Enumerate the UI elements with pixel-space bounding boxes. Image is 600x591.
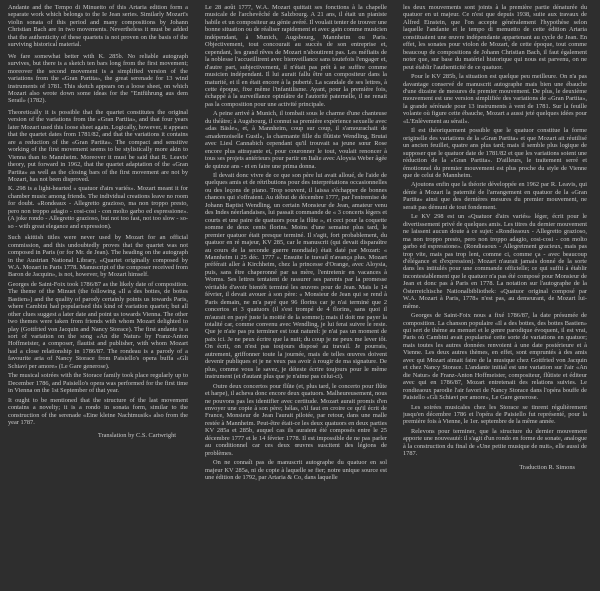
english-paragraph-6: Georges de Saint-Foix took 1786/87 as the likely date of composition. The theme of the Minuet (the following «Il a des bottes, de bottes Bastien») and the quality of parody certainly points us towards Paris, where Cambini had popularised this kind of variation quartet; but all other clues suggest a later date and point us towards Vienna. The other two themes were taken from friends with whom Mozart delighted to play (Gottfried von Jacquin and Nancy Storace). The first andante is a sort of variation on the song «An die Natur» by Franz-Anton Hoffmeister, a composer, flautist and publisher, with whom Mozart had a close relationship in 1786/87. The rondeau is a parody of a favourite aria of Nancy Storace from Paisiello's opera buffa «Gli Schiavi per amore» (Le Gare generose). <box>8 280 188 370</box>
french-translation-credit: Traduction R. Simons <box>519 463 575 471</box>
french1-paragraph-1: Le 28 août 1777, W.A. Mozart quittait ses fonctions à la chapelle musicale de l'archevêché de Salzbourg. A 21 ans, il était un pianiste habile et un compositeur au génie avéré. Il voulait tenter de trouver une bonne situation ou de réaliser rapidement et avec gain comme musicien indépendant, à Munich, Augsbourg, Mannheim ou Paris. Objectivement, tout concourait au succès de son entreprise et, cependant, les grand rêves de Mozart n'aboutirent pas. Les méfiaits de la noblesse l'accueillirent avec bienveillance sans toutefois l'engager et, d'autre part, subjectivement, il n'était pas prêt à se suffire comme musicien indépendant. Il lui aurait fallu être un compositeur dans la maturité, et il en était encore à la puberté. La scandale de ses lettres, à cette époque, fixe même l'infantilisme. Ayant, pour la première fois, échappé à la surveillance opiniâtre de l'autorité paternelle, il ne renait pas la composition pour une activité principale. <box>205 4 387 108</box>
french1-paragraph-4: Outre deux concertos pour flûte (et, plus tard, le concerto pour flûte et harpe), il acheva donc encore deux quatuors. Malheureusement, nous ne pouvons pas les identifier avec certitude. Mozart aurait promis d'en envoyer une copie à son père; hélas, s'il faut en croire ce qu'il écrit de France, Monsieur de Jean l'aurait pilotée, par retour, dans une malle restée à Mannheim. Peut-être était-ce les deux quatuors en deux parties KV 285a et 285b, auquel cas ils auraient été composés entre le 25 décembre 1777 et le 14 février 1778. Il est impossible de ne pas parler au conditionnel car ces deux œuvres suscitent des légions de problèmes. <box>205 382 387 457</box>
french2-paragraph-6: Georges de Saint-Foix nous a fixé 1786/87, la date présumée de composition. La chanson populaire «Il a des bottes, des bottes Bastien» qui sert de thème au menuet et le genre parodique évoquent, il est vrai, Paris où Cambini avait popularisé cette sorte de variations en quatuor; mais toutes les autres données renvoient à une date postérieure et à Vienne. Les deux autres thèmes, en effet, sont empruntés à des amis avec qui Mozart aimait faire de la musique chez Gottfried von Jacquin et chez Nancy Storace. L'andante initial est une variation sur l'air «An die Natur» de Franz-Anton Hoffmeister, compositeur, flûtiste et éditeur avec qui en 1786/87, Mozart entretenait des relations suivies. Le rondieaoux parodie l'air favori de Nancy Storace dans l'opéra bouffe de Paisiello «Gli Schiavi per amore», Le Gare generose. <box>403 312 587 402</box>
french2-paragraph-2: Pour le KV 285b, la situation est quelque peu meilleure. On n'a pas davantage conservé de manuscrit autographe mais bien une ébauche d'une dizaine de mesures du premier mouvement. De plus, le deuxième mouvement est une version simplifiée des variations de «Gran Partita», la grande sérénade pour 13 instruments à vent de 1781. Sur la feuille volante où figure cette ébauche, Mozart a aussi jeté quelques idées pour «L'Enlèvement au sérail». <box>403 73 587 125</box>
english-paragraph-4: K. 298 is a light-hearted « quatuor d'airs variés». Mozart meant it for chamber music among friends. The individual creations leave no room for doubt. «Rondeaux - Allegretto grazioso, ma non troppo presto, pero non troppo adagio - cosi-cosi - con molto garbo ed espressione». (A joke rondo - Allegretto grazioso, but not too fast, not too slow - so-so - with great elegance and expression). <box>8 185 188 230</box>
french1-paragraph-3: Il devait donc vivre de ce que son père lui avait alloué, de l'aide de quelques amis et de rétributions pour des interprétations occasionnelles ou des leçons de piano. Trop souvent, il laissa s'échapper de bonnes chances qui s'offraient. Au début de décembre 1777, par l'entremise de Johann Baptist Wendling, un certain Monsieur de Jean, amateur venu des Indes néerlandaises, lui passait commande de « 3 concerts légers et courts et une paire de quatuors pour la flûte », et ceci pour la coquette somme de deux cents florins. Moins d'une semaine plus tard, le premier quatuor était presque terminé. Il s'agit, fort probablement, du quatuor en ré majeur, KV 285, car le manuscrit (qui devait disparaître au cours de la seconde guerre mondiale) était daté par Mozart: « Mannheim ii 25 déc. 1777 ». Ensuite le travail n'avança plus. Mozart préférait aller à Kirchheim, chez la princesse d'Orange, avec Aloysia, puis, sans être chaperonné par sa mère, l'entretenir en vacances à Worms. Ses lettres tentaient de rassurer ses parents par la promesse véritable d'avoir bientôt terminé les œuvres pour de Jean. Mais le 14 février, il devait avouer à son père: « Monsieur de Jean qui se rend à Paris demain, ne m'a payé que 96 florins car je n'ai terminé que 2 concertos et 3 quatuors (il s'est trompé de 4 florins, sans quoi il m'aurait en payé juste la moitié de la somme); mais il doit me payer la totalité car, comme convenu avec Wendling, je lui ferai suivre le reste. Que je n'aie pas pu terminer est tout naturel: je n'ai pas un moment de paix ici. Je ne peux écrire que la nuit; du coup je ne peux me lever tôt. On écrit, on n'est pas toujours disposé au travail. Je pourrais, autrement, griffonner toute la journée, mais de telles œuvres doivent devenir publiques et je ne veux pas avoir à rougir de ma signature. De plus, comme vous le savez, je déteste écrire toujours pour le même instrument (et d'autant plus que je n'aime pas celui-ci). <box>205 171 387 381</box>
french2-paragraph-8: Relevons pour terminer, que la structure du dernier mouvement apporte une nouveauté: il s'agit d'un rondo en forme de sonate, analogue à la construction du final de «Une petite musique de nuit», elle aussi de 1787. <box>403 427 587 458</box>
english-paragraph-8: It ought to be mentioned that the structure of the last movement contains a novelty; it is a rondo in sonata form, similar to the construction of the serenade «Eine kleine Nachtmusik» also from the year 1787. <box>8 396 188 427</box>
english-paragraph-7: The musical soirées with the Storace family took place regularly up to December 1786, and Paisiello's opera was performed for the first time in Vienna on the 1st September of that year. <box>8 372 188 395</box>
french-column-2 <box>403 4 587 473</box>
english-paragraph-3: Theoretically it is possible that the quartet constitutes the original version of the variations from the «Gran Partita», and that four years later Mozart used this loose sheet again. Logically, however, it appears that the quartet dates from 1781/82, and that the variations it contains are a reduction of the «Gran Partita». The compact and sensitive working of the first movement seems to be stylistically more akin to Vienna than to Mannheim. Moreover it must be said that R. Leavis' theory, put forward in 1962, that the quartet adaptation of the «Gran Partita» as well as the closing bars of the first movement are not by Mozart, has not been disproved. <box>8 108 188 183</box>
french2-paragraph-5: Le KV 298 est un «Quatuor d'airs variés» léger, écrit pour le divertissement privé de quelques amis. Les titres du dernier mouvement ne laissent aucun doute à ce sujet: «Rondieaoux - Allegretto grazioso, ma non troppo presto, pero non troppo adagio, cosi-cosi - con molto garbo ed espressione». (Rondieaoux - Allegretment gracieux, mais pas trop vite, mais pas trop lent, comme ci, comme ça - avec beaucoup d'élégance et d'expression). Mozart n'aurait jamais donné de la sorte dans les intitulés pour une commande officielle; ce qui suffit à établir incontestablement que le quatuor n'a pas été composé pour Monsieur de Jean et donc pas à Paris en 1778. La notation sur l'autographe de la Österreichische Nationalbibliothek: «Quatuor original composé par W.A. Mozart à Paris, 1778» n'est pas, au demeurant, de Mozart lui-même. <box>403 213 587 310</box>
french2-paragraph-1: les deux mouvements sont joints à la première partie dénaturée du quatuor en ut majeur. Ce n'est que depuis 1938, suite aux travaux de Alfred Einstein, que l'on accepte généralement l'hypothèse selon laquelle l'andante et le tempo di menuetto de cette édition Artaria constituaient une œuvre indépendante appartenant au cycle de Jean. En effet, les sonates pour violon de Mozart, de cette époque, tout comme beaucoup de compositions de Johann Christian Bach, il faut également noter que, sur base du matériel historique qui nous est parvenu, on ne peut établir l'authenticité de ce quatuor. <box>403 4 587 71</box>
french1-paragraph-5: On ne connaît pas de manuscrit autographe du quatuor en sol majeur KV 285a, ni de copie à laquelle se fier; notre unique source est une édition de 1792, par Artaria & Co, dans laquelle <box>205 459 387 482</box>
french2-paragraph-7: Les soirées musicales chez les Storace se tinrent régulièrement jusqu'en décembre 1786 et l'opéra de Paisiello fut représenté, pour la première fois à Vienne, le 1er. septembre de la même année. <box>403 403 587 426</box>
french1-paragraph-2: A peine arrivé à Munich, il tombait sous le charme d'une chanteuse du théâtre; à Augsbourg, il connut sa première expérience sexuelle avec «das Bäsle», et, à Mannheim, coup sur coup, il s'amourachait de «mademoiselle Gustl», la charmante fille du flûtiste Wendling, Brutai avec Liesl Cannabich cependant qu'il trouvait sa jeune sœur Rose encore plus attrayante et, pour couronner le tout, voulait renoncer à tous ses projets antérieurs pour partir en Italie avec Aloysia Weber âgée de quinze ans - et en faire une prima donna. <box>205 110 387 170</box>
english-column <box>8 4 188 442</box>
english-translation-credit: Translation by C.S. Cartwright <box>97 432 176 440</box>
french2-paragraph-3: Il est théoriquement possible que le quatuor constitue la forme originelle des variations de la «Gran Partita» et que Mozart ait réutilisé un ancien feuillet, quatre ans plus tard; mais il semble plus logique de supposer que le quatuor date de 1781/82 et que les variations soient une réduction de la «Gran Partita». D'ailleurs, le traitement serré et émotionnel du premier mouvement est plus proche du style de Vienne que de celui de Mannheim. <box>403 127 587 179</box>
french2-paragraph-4: Ajoutons enfin que la théorie développée en 1962 par R. Leavis, qui dénie à Mozart la paternité de l'arrangement en quatuor de la «Gran Partita» ainsi que des dernières mesures du premier mouvement, ne serait pas démuni de tout fondement. <box>403 181 587 211</box>
english-paragraph-1: Andante and the Tempo di Minuetto of this Artaria edition form a separate work which belongs to the Ie Jean series. Similarly Mozart's violin sonata of this period and many compositions by Johann Christian Bach are in two movements. Nevertheless it must be added that the authenticity of these quartets is not proven on the basis of the surviving historical material. <box>8 4 188 49</box>
english-paragraph-5: Such skittish titles were never used by Mozart for an official commission, and this undoubtedly proves that the quartet was not composed in Paris (or for Mr. de Jean). The heading on the autograph in the Austrian National Library, «Quartet originally composed by W.A. Mozart in Paris 1778. Manuscript of the composer received from Baron de Jacquin», is not, however, by Mozart himself. <box>8 234 188 279</box>
english-paragraph-2: We fare somewhat better with K. 285b. No reliable autograph survives, but there is a sketch ten bars long from the first movement; moreover the second movement is a simplified version of the variations from the «Gran Partita», the great serenade for 13 wind instruments of 1781. This sketch appears on a loose sheet, on which Mozart also wrote down some ideas for the "Entführung aus dem Serail» (1782). <box>8 52 188 105</box>
french-column-1 <box>205 4 387 484</box>
